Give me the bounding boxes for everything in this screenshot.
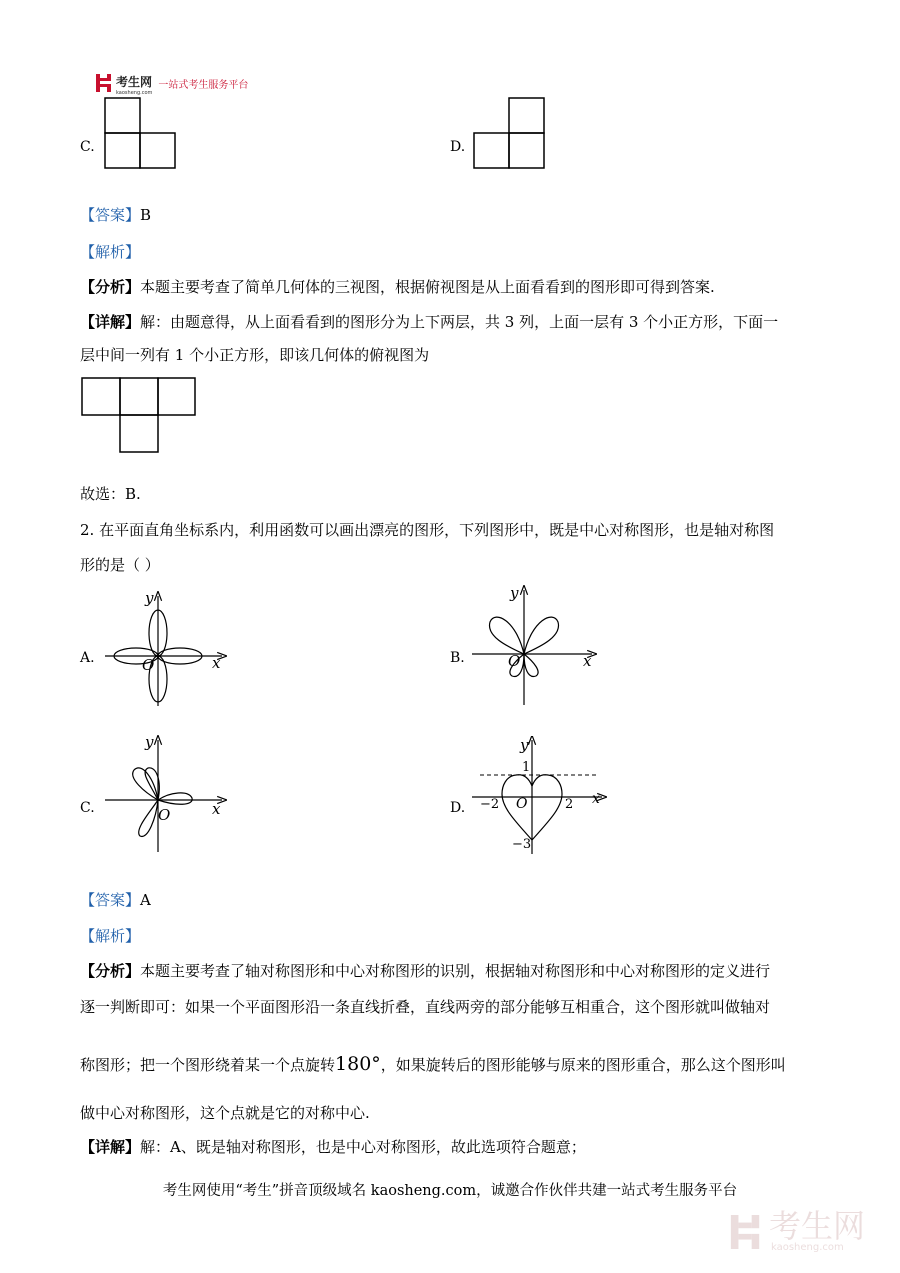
q1-conclusion: 故选：B.: [80, 485, 141, 503]
fenxi-text-1: 本题主要考查了轴对称图形和中心对称图形的识别，根据轴对称图形和中心对称图形的定义进行: [140, 962, 771, 980]
q1-answer: [80, 205, 151, 225]
watermark-domain: kaosheng.com: [770, 1242, 844, 1253]
detail-tag: 【详解】: [80, 313, 141, 331]
axis-x-label: x: [592, 791, 600, 807]
watermark: [729, 1207, 865, 1253]
q2-option-a-label: A.: [80, 650, 95, 666]
answer-tag: 【答案】: [80, 891, 141, 909]
q1-fenxi: [80, 277, 715, 297]
axis-x-label: x: [212, 654, 221, 672]
header-logo: [95, 72, 248, 94]
fenxi-text: 本题主要考查了简单几何体的三视图，根据俯视图是从上面看看到的图形即可得到答案.: [140, 278, 715, 296]
q2-option-c-label: C.: [80, 800, 95, 816]
watermark-brand: 考生网: [768, 1207, 865, 1245]
q1-option-c-figure: [100, 96, 180, 172]
q2-fenxi-line2: 逐一判断即可：如果一个平面图形沿一条直线折叠，直线两旁的部分能够互相重合，这个图形就叫做轴对: [80, 998, 771, 1016]
axis-x-label: x: [583, 652, 592, 670]
axis-y-label: y: [145, 733, 154, 751]
q2-option-d-label: D.: [450, 800, 466, 816]
origin-label: O: [158, 806, 171, 824]
q1-option-d-figure: [470, 96, 550, 172]
d-tick-1: 1: [522, 760, 531, 775]
origin-label: O: [516, 796, 528, 812]
detail-text-1: 解：由题意得，从上面看看到的图形分为上下两层，共 3 列，上面一层有 3 个小正方形，下面一: [140, 313, 779, 331]
d-tick-2: 2: [565, 797, 574, 812]
watermark-logo-icon: [729, 1212, 763, 1252]
answer-tag: 【答案】: [80, 206, 141, 224]
q2-stem-line2: 形的是（ ）: [80, 556, 160, 574]
analysis-tag: 【解析】: [80, 927, 141, 945]
origin-label: O: [508, 652, 521, 670]
q1-top-view-figure: [80, 376, 200, 456]
axis-y-label: y: [510, 584, 519, 602]
q2-fenxi-line4: 做中心对称图形，这个点就是它的对称中心.: [80, 1104, 370, 1122]
brand-slogan: 一站式考生服务平台: [158, 79, 249, 91]
axis-x-label: x: [212, 800, 221, 818]
analysis-tag: 【解析】: [80, 243, 141, 261]
axis-y-label: y: [145, 589, 154, 607]
d-tick-neg2: −2: [480, 797, 500, 812]
q2-fenxi-line3: [80, 1054, 786, 1075]
q2-option-d-figure: [470, 736, 610, 860]
d-tick-neg3: −3: [512, 837, 532, 852]
brand-name: 考生网: [116, 74, 153, 89]
origin-label: O: [142, 656, 155, 674]
q2-stem-line1: 2. 在平面直角坐标系内，利用函数可以画出漂亮的图形，下列图形中，既是中心对称图形，也是轴对称图: [80, 521, 775, 539]
q2-option-a-figure: [100, 588, 230, 713]
answer-value: A: [140, 891, 151, 909]
page-footer: 考生网使用“考生”拼音顶级域名 kaosheng.com，诚邀合作伙伴共建一站式考生服务平台: [162, 1183, 738, 1199]
q2-option-c-figure: [100, 732, 230, 858]
q2-answer: [80, 890, 151, 910]
detail-text-1: 解：A、既是轴对称图形，也是中心对称图形，故此选项符合题意；: [140, 1138, 586, 1156]
q2-detail-line1: [80, 1137, 586, 1157]
q1-analysis-heading: [80, 242, 140, 262]
q1-option-c-label: C.: [80, 139, 95, 155]
fenxi-tag: 【分析】: [80, 278, 141, 296]
answer-value: B: [140, 206, 152, 224]
q1-option-d-label: D.: [450, 139, 466, 155]
q2-fenxi-line1: [80, 961, 770, 981]
q2-option-b-label: B.: [450, 650, 465, 666]
q1-detail-line2: 层中间一列有 1 个小正方形，即该几何体的俯视图为: [80, 346, 430, 364]
fenxi-text-3b: ，如果旋转后的图形能够与原来的图形重合，那么这个图形叫: [380, 1056, 786, 1074]
brand-logo-icon: [95, 73, 113, 93]
q1-detail-line1: [80, 312, 778, 332]
q2-analysis-heading: [80, 926, 140, 946]
fenxi-tag: 【分析】: [80, 962, 141, 980]
fenxi-text-3a: 称图形；把一个图形绕着某一个点旋转: [80, 1056, 336, 1074]
q2-option-b-figure: [470, 580, 600, 710]
fenxi-angle: 180°: [335, 1053, 381, 1075]
detail-tag: 【详解】: [80, 1138, 141, 1156]
axis-y-label: y: [520, 736, 529, 754]
brand-domain: kaosheng.com: [116, 89, 153, 96]
